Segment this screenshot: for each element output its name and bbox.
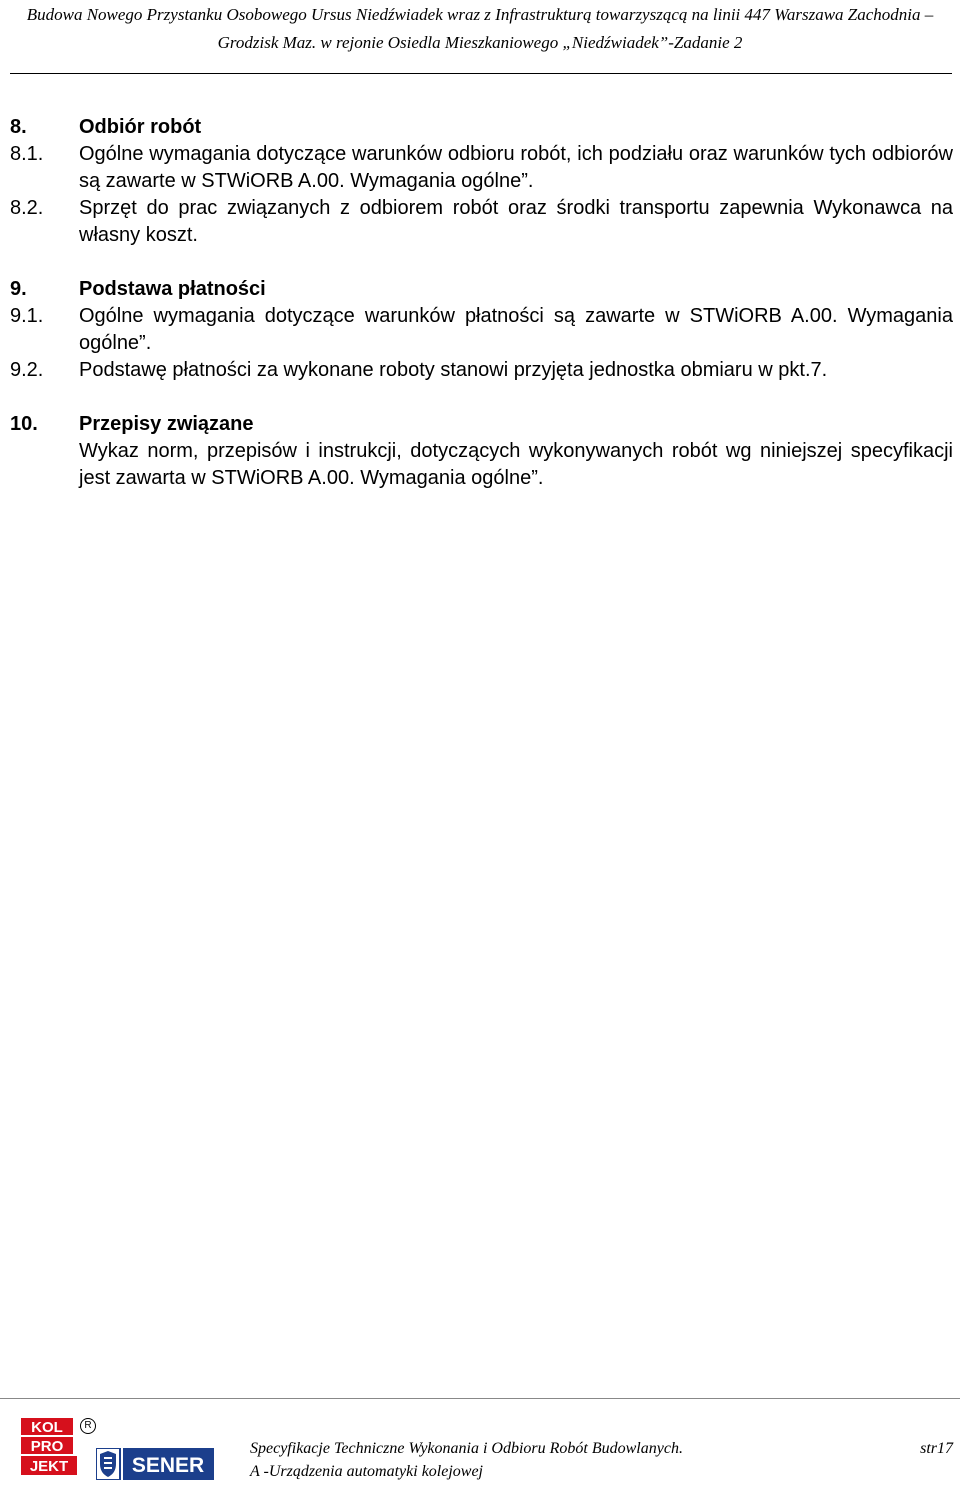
header-line-1: Budowa Nowego Przystanku Osobowego Ursus Niedźwiadek wraz z Infrastrukturą towarzyszącą na linii 447 Warszawa Zachodnia –	[26, 5, 934, 24]
clause-number: 8.1.	[10, 143, 44, 165]
section-10-body	[10, 438, 953, 492]
clause-text: Sprzęt do prac związanych z odbiorem robót oraz środki transportu zapewnia Wykonawca na własny koszt.	[79, 197, 953, 246]
section-number: 10.	[10, 413, 38, 435]
header-rule	[10, 73, 952, 74]
section-number: 8.	[10, 116, 27, 138]
section-heading-9	[10, 276, 953, 303]
section-heading-10	[10, 411, 953, 438]
clause-number: 9.2.	[10, 359, 44, 381]
paragraph-text: Wykaz norm, przepisów i instrukcji, dotyczących wykonywanych robót wg niniejszej specyfikacji jest zawarta w STWiORB A.00. Wymagania ogólne”.	[79, 440, 953, 489]
clause-8-1	[10, 141, 953, 195]
clause-8-2	[10, 195, 953, 249]
clause-number: 8.2.	[10, 197, 44, 219]
section-title: Odbiór robót	[79, 116, 202, 138]
clause-number: 9.1.	[10, 305, 44, 327]
kolprojekt-logo	[20, 1418, 78, 1476]
section-number: 9.	[10, 278, 27, 300]
sener-logo-text: SENER	[131, 1454, 205, 1477]
clause-text: Ogólne wymagania dotyczące warunków płatności są zawarte w STWiORB A.00. Wymagania ogólne”.	[79, 305, 953, 354]
footer-caption	[250, 1437, 683, 1483]
section-title: Przepisy związane	[79, 413, 254, 435]
section-heading-8	[10, 114, 953, 141]
footer-line-1: Specyfikacje Techniczne Wykonania i Odbioru Robót Budowlanych.	[250, 1440, 683, 1457]
page-number: str17	[920, 1440, 953, 1457]
document-body	[10, 114, 953, 492]
clause-9-2	[10, 357, 953, 384]
footer-line-2: A -Urządzenia automatyki kolejowej	[250, 1463, 483, 1480]
section-title: Podstawa płatności	[79, 278, 266, 300]
sener-logo	[96, 1448, 216, 1480]
footer-rule	[0, 1398, 960, 1399]
logo-text-jekt: JEKT	[29, 1458, 69, 1475]
clause-text: Podstawę płatności za wykonane roboty stanowi przyjęta jednostka obmiaru w pkt.7.	[79, 359, 828, 381]
registered-mark: R	[80, 1418, 96, 1434]
clause-text: Ogólne wymagania dotyczące warunków odbioru robót, ich podziału oraz warunków tych odbiorów są zawarte w STWiORB A.00. Wymagania ogólne”.	[79, 143, 953, 192]
clause-9-1	[10, 303, 953, 357]
logo-text-pro: PRO	[30, 1438, 64, 1455]
logo-text-kol: KOL	[31, 1419, 63, 1436]
header-line-2: Grodzisk Maz. w rejonie Osiedla Mieszkaniowego „Niedźwiadek”-Zadanie 2	[217, 33, 743, 52]
